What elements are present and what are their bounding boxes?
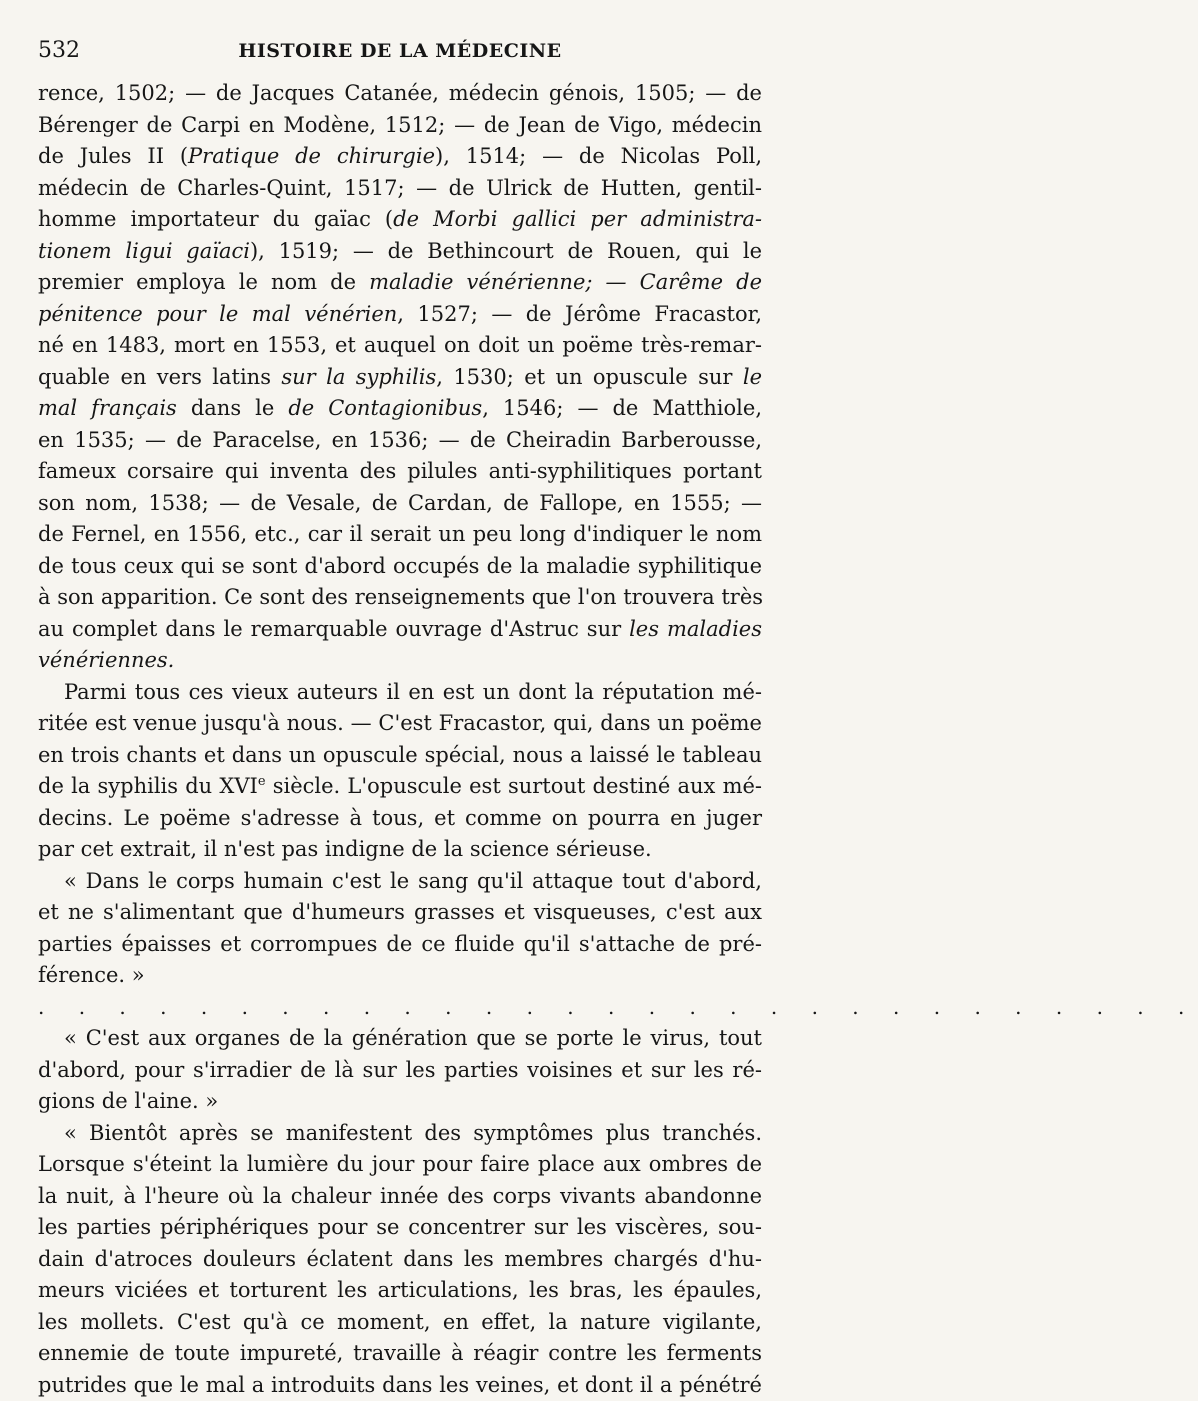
text-line: « Dans le corps humain c'est le sang qu'il attaque tout d'abord, — [38, 866, 762, 898]
ellipsis-dots-row: . . . . . . . . . . . . . . . . . . . . . . . . . . . . . — [38, 992, 762, 1024]
text-line: d'abord, pour s'irradier de là sur les parties voisines et sur les ré- — [38, 1055, 762, 1087]
text-line: Bérenger de Carpi en Modène, 1512; — de Jean de Vigo, médecin — [38, 110, 762, 142]
text-line: parties épaisses et corrompues de ce fluide qu'il s'attache de pré- — [38, 929, 762, 961]
text-line: de la syphilis du XVIe siècle. L'opuscule est surtout destiné aux mé- — [38, 771, 762, 803]
text-line: fameux corsaire qui inventa des pilules anti-syphilitiques portant — [38, 456, 762, 488]
text-line: premier employa le nom de maladie vénérienne; — Carême de — [38, 267, 762, 299]
paragraph-1 — [38, 78, 762, 677]
text-line: au complet dans le remarquable ouvrage d'Astruc sur les maladies — [38, 614, 762, 646]
text-line: son nom, 1538; — de Vesale, de Cardan, de Fallope, en 1555; — — [38, 488, 762, 520]
text-line: de Jules II (Pratique de chirurgie), 1514; — de Nicolas Poll, — [38, 141, 762, 173]
text-line: à son apparition. Ce sont des renseignements que l'on trouvera très — [38, 582, 762, 614]
text-line: rence, 1502; — de Jacques Catanée, médecin génois, 1505; — de — [38, 78, 762, 110]
text-line: les parties périphériques pour se concentrer sur les viscères, sou- — [38, 1212, 762, 1244]
text-line: « Bientôt après se manifestent des symptômes plus tranchés. — [38, 1118, 762, 1150]
text-line: de Fernel, en 1556, etc., car il serait un peu long d'indiquer le nom — [38, 519, 762, 551]
text-line: homme importateur du gaïac (de Morbi gallici per administra- — [38, 204, 762, 236]
text-line: dain d'atroces douleurs éclatent dans les membres chargés d'hu- — [38, 1244, 762, 1276]
paragraph-2 — [38, 677, 762, 866]
text-line: férence. » — [38, 960, 762, 992]
body-text — [38, 78, 762, 1401]
text-line: médecin de Charles-Quint, 1517; — de Ulrick de Hutten, gentil- — [38, 173, 762, 205]
text-line: en trois chants et dans un opuscule spécial, nous a laissé le tableau — [38, 740, 762, 772]
text-line: ennemie de toute impureté, travaille à réagir contre les ferments — [38, 1338, 762, 1370]
text-line: Parmi tous ces vieux auteurs il en est un dont la réputation mé- — [38, 677, 762, 709]
text-line: les mollets. C'est qu'à ce moment, en effet, la nature vigilante, — [38, 1307, 762, 1339]
text-line: par cet extrait, il n'est pas indigne de la science sérieuse. — [38, 834, 762, 866]
page-header — [38, 38, 762, 78]
text-line: la nuit, à l'heure où la chaleur innée des corps vivants abandonne — [38, 1181, 762, 1213]
text-line: né en 1483, mort en 1553, et auquel on doit un poëme très-remar- — [38, 330, 762, 362]
text-line: putrides que le mal a introduits dans les veines, et dont il a pénétré — [38, 1370, 762, 1401]
text-line: de tous ceux qui se sont d'abord occupés de la maladie syphilitique — [38, 551, 762, 583]
text-line: vénériennes. — [38, 645, 762, 677]
text-line: decins. Le poëme s'adresse à tous, et comme on pourra en juger — [38, 803, 762, 835]
text-line: mal français dans le de Contagionibus, 1546; — de Matthiole, — [38, 393, 762, 425]
quote-paragraph-1 — [38, 866, 762, 992]
text-line: « C'est aux organes de la génération que se porte le virus, tout — [38, 1023, 762, 1055]
text-line: ritée est venue jusqu'à nous. — C'est Fracastor, qui, dans un poëme — [38, 708, 762, 740]
text-line: Lorsque s'éteint la lumière du jour pour faire place aux ombres de — [38, 1149, 762, 1181]
text-line: pénitence pour le mal vénérien, 1527; — de Jérôme Fracastor, — [38, 299, 762, 331]
text-line: en 1535; — de Paracelse, en 1536; — de Cheiradin Barberousse, — [38, 425, 762, 457]
text-line: tionem ligui gaïaci), 1519; — de Bethincourt de Rouen, qui le — [38, 236, 762, 268]
text-line: gions de l'aine. » — [38, 1086, 762, 1118]
quote-paragraph-2 — [38, 1023, 762, 1118]
running-title: HISTOIRE DE LA MÉDECINE — [38, 40, 762, 62]
page-number: 532 — [38, 38, 80, 63]
text-line: et ne s'alimentant que d'humeurs grasses et visqueuses, c'est aux — [38, 897, 762, 929]
quote-paragraph-3 — [38, 1118, 762, 1401]
text-line: quable en vers latins sur la syphilis, 1530; et un opuscule sur le — [38, 362, 762, 394]
text-line: meurs viciées et torturent les articulations, les bras, les épaules, — [38, 1275, 762, 1307]
